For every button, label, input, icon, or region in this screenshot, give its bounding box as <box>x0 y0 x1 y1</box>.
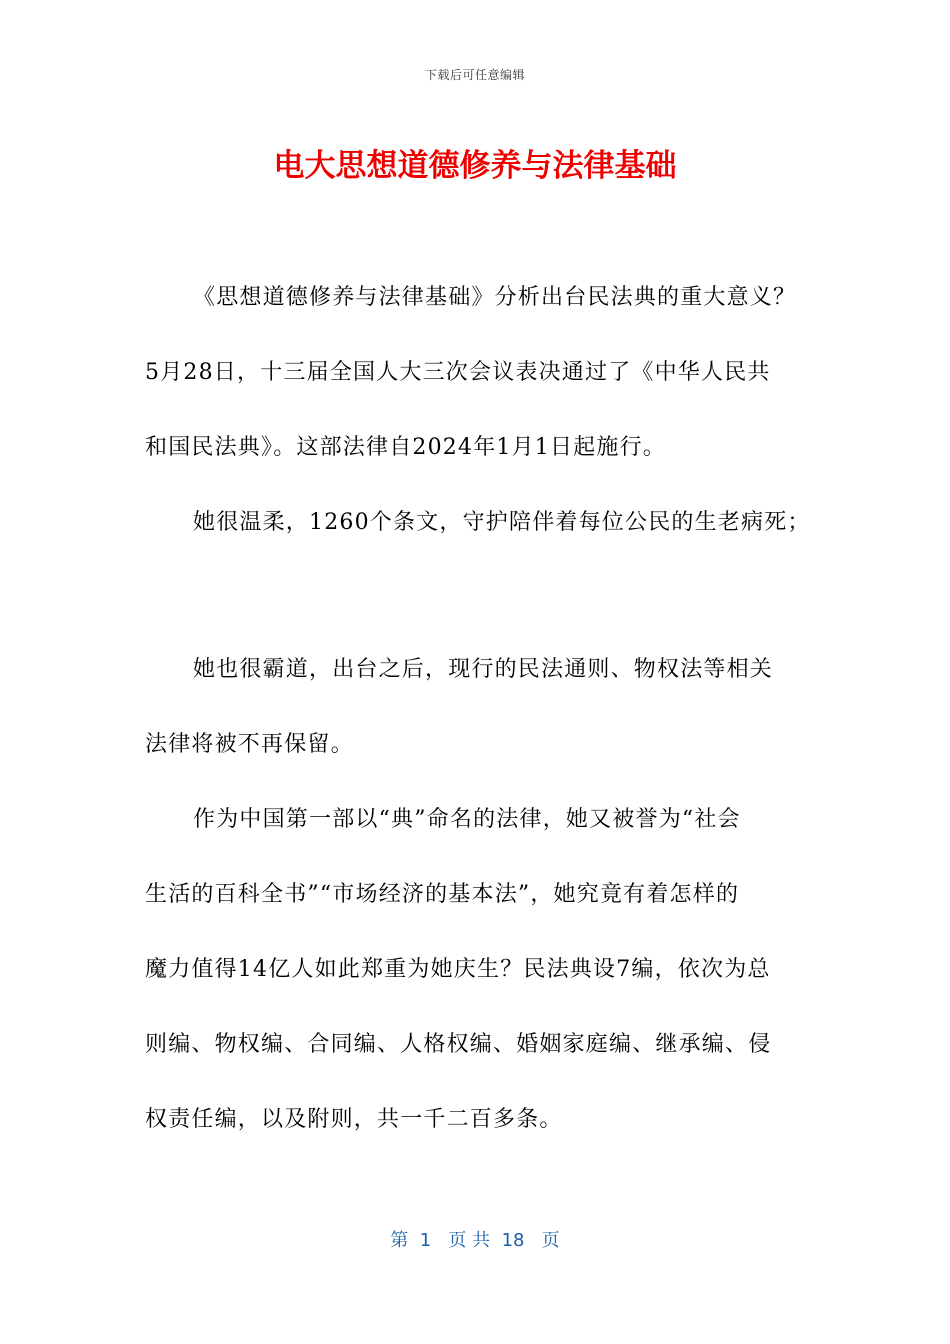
paragraph-line: 权责任编，以及附则，共一千二百多条。 <box>145 1107 563 1132</box>
document-title: 电大思想道德修养与法律基础 <box>273 148 677 184</box>
paragraph-line: 她很温柔，1260个条文，守护陪伴着每位公民的生老病死； <box>193 510 811 535</box>
paragraph-line: 生活的百科全书”“市场经济的基本法”，她究竟有着怎样的 <box>145 882 740 907</box>
page-number-footer: 第 1 页 共 18 页 <box>390 1230 560 1251</box>
paragraph-line: 法律将被不再保留。 <box>145 732 354 757</box>
document-body-part-2 <box>145 632 805 1157</box>
paragraph-line: 她也很霸道，出台之后，现行的民法通则、物权法等相关 <box>193 657 774 682</box>
header-note: 下载后可任意编辑 <box>424 68 525 82</box>
paragraph-line: 《思想道德修养与法律基础》分析出台民法典的重大意义？ <box>193 285 797 310</box>
paragraph-line: 和国民法典》。这部法律自2024年1月1日起施行。 <box>145 435 666 460</box>
paragraph-line: 作为中国第一部以“典”命名的法律，她又被誉为“社会 <box>193 807 741 832</box>
paragraph-line: 魔力值得14亿人如此郑重为她庆生？民法典设7编，依次为总 <box>145 957 771 982</box>
document-body-part-1 <box>145 260 811 560</box>
paragraph-line: 则编、物权编、合同编、人格权编、婚姻家庭编、继承编、侵 <box>145 1032 772 1057</box>
paragraph-line: 5月28日，十三届全国人大三次会议表决通过了《中华人民共 <box>145 360 771 385</box>
